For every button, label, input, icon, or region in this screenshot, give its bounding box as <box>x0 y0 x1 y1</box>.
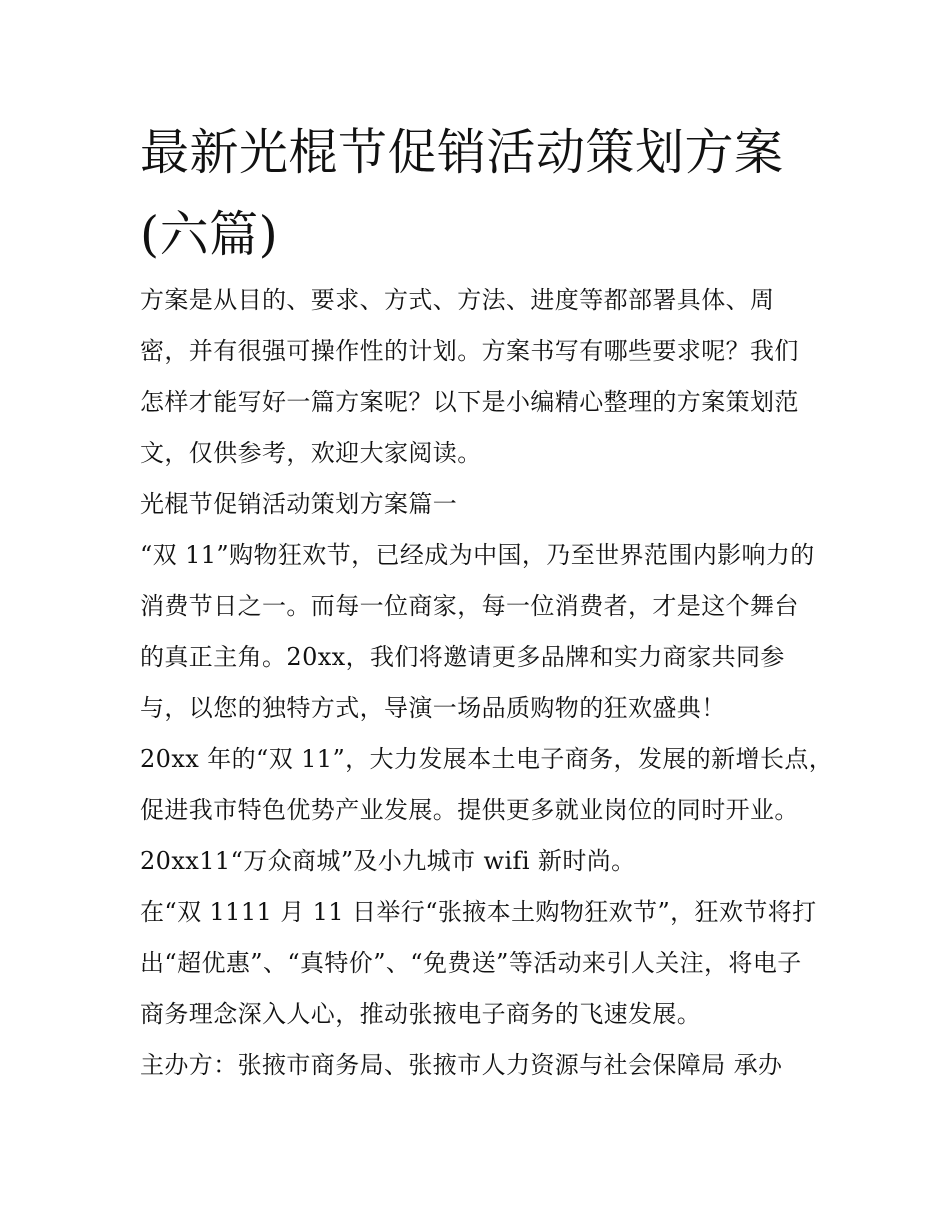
body-text-line: 出“超优惠”、“真特价”、“免费送”等活动来引人关注，将电子 <box>140 949 802 977</box>
body-text-line: 消费节日之一。而每一位商家，每一位消费者，才是这个舞台 <box>140 592 799 620</box>
body-text-line: 的真正主角。20xx，我们将邀请更多品牌和实力商家共同参 <box>140 643 785 671</box>
section-heading: 光棍节促销活动策划方案篇一 <box>140 490 458 518</box>
document-title <box>140 112 820 276</box>
title-line-1: 最新光棍节促销活动策划方案 <box>140 124 784 181</box>
body-text-line: 促进我市特色优势产业发展。提供更多就业岗位的同时开业。 <box>140 796 799 824</box>
body-text-line: 方案是从目的、要求、方式、方法、进度等都部署具体、周 <box>140 286 775 314</box>
body-text-line: 密，并有很强可操作性的计划。方案书写有哪些要求呢？我们 <box>140 337 799 365</box>
body-text-line: 商务理念深入人心，推动张掖电子商务的飞速发展。 <box>140 1000 702 1028</box>
title-line-2: (六篇) <box>140 206 279 263</box>
body-text-line: 20xx 年的“双 11”，大力发展本土电子商务，发展的新增长点， <box>140 745 834 773</box>
body-text-line: 怎样才能写好一篇方案呢？以下是小编精心整理的方案策划范 <box>140 388 799 416</box>
body-text-line: 与，以您的独特方式，导演一场品质购物的狂欢盛典！ <box>140 694 726 722</box>
body-text-line: 20xx11“万众商城”及小九城市 wifi 新时尚。 <box>140 847 636 875</box>
body-text-line: “双 11”购物狂欢节，已经成为中国，乃至世界范围内影响力的 <box>140 541 815 569</box>
body-text-line: 文，仅供参考，欢迎大家阅读。 <box>140 439 482 467</box>
body-text-line: 主办方：张掖市商务局、张掖市人力资源与社会保障局 承办 <box>140 1051 783 1079</box>
body-text-line: 在“双 1111 月 11 日举行“张掖本土购物狂欢节”，狂欢节将打 <box>140 898 817 926</box>
